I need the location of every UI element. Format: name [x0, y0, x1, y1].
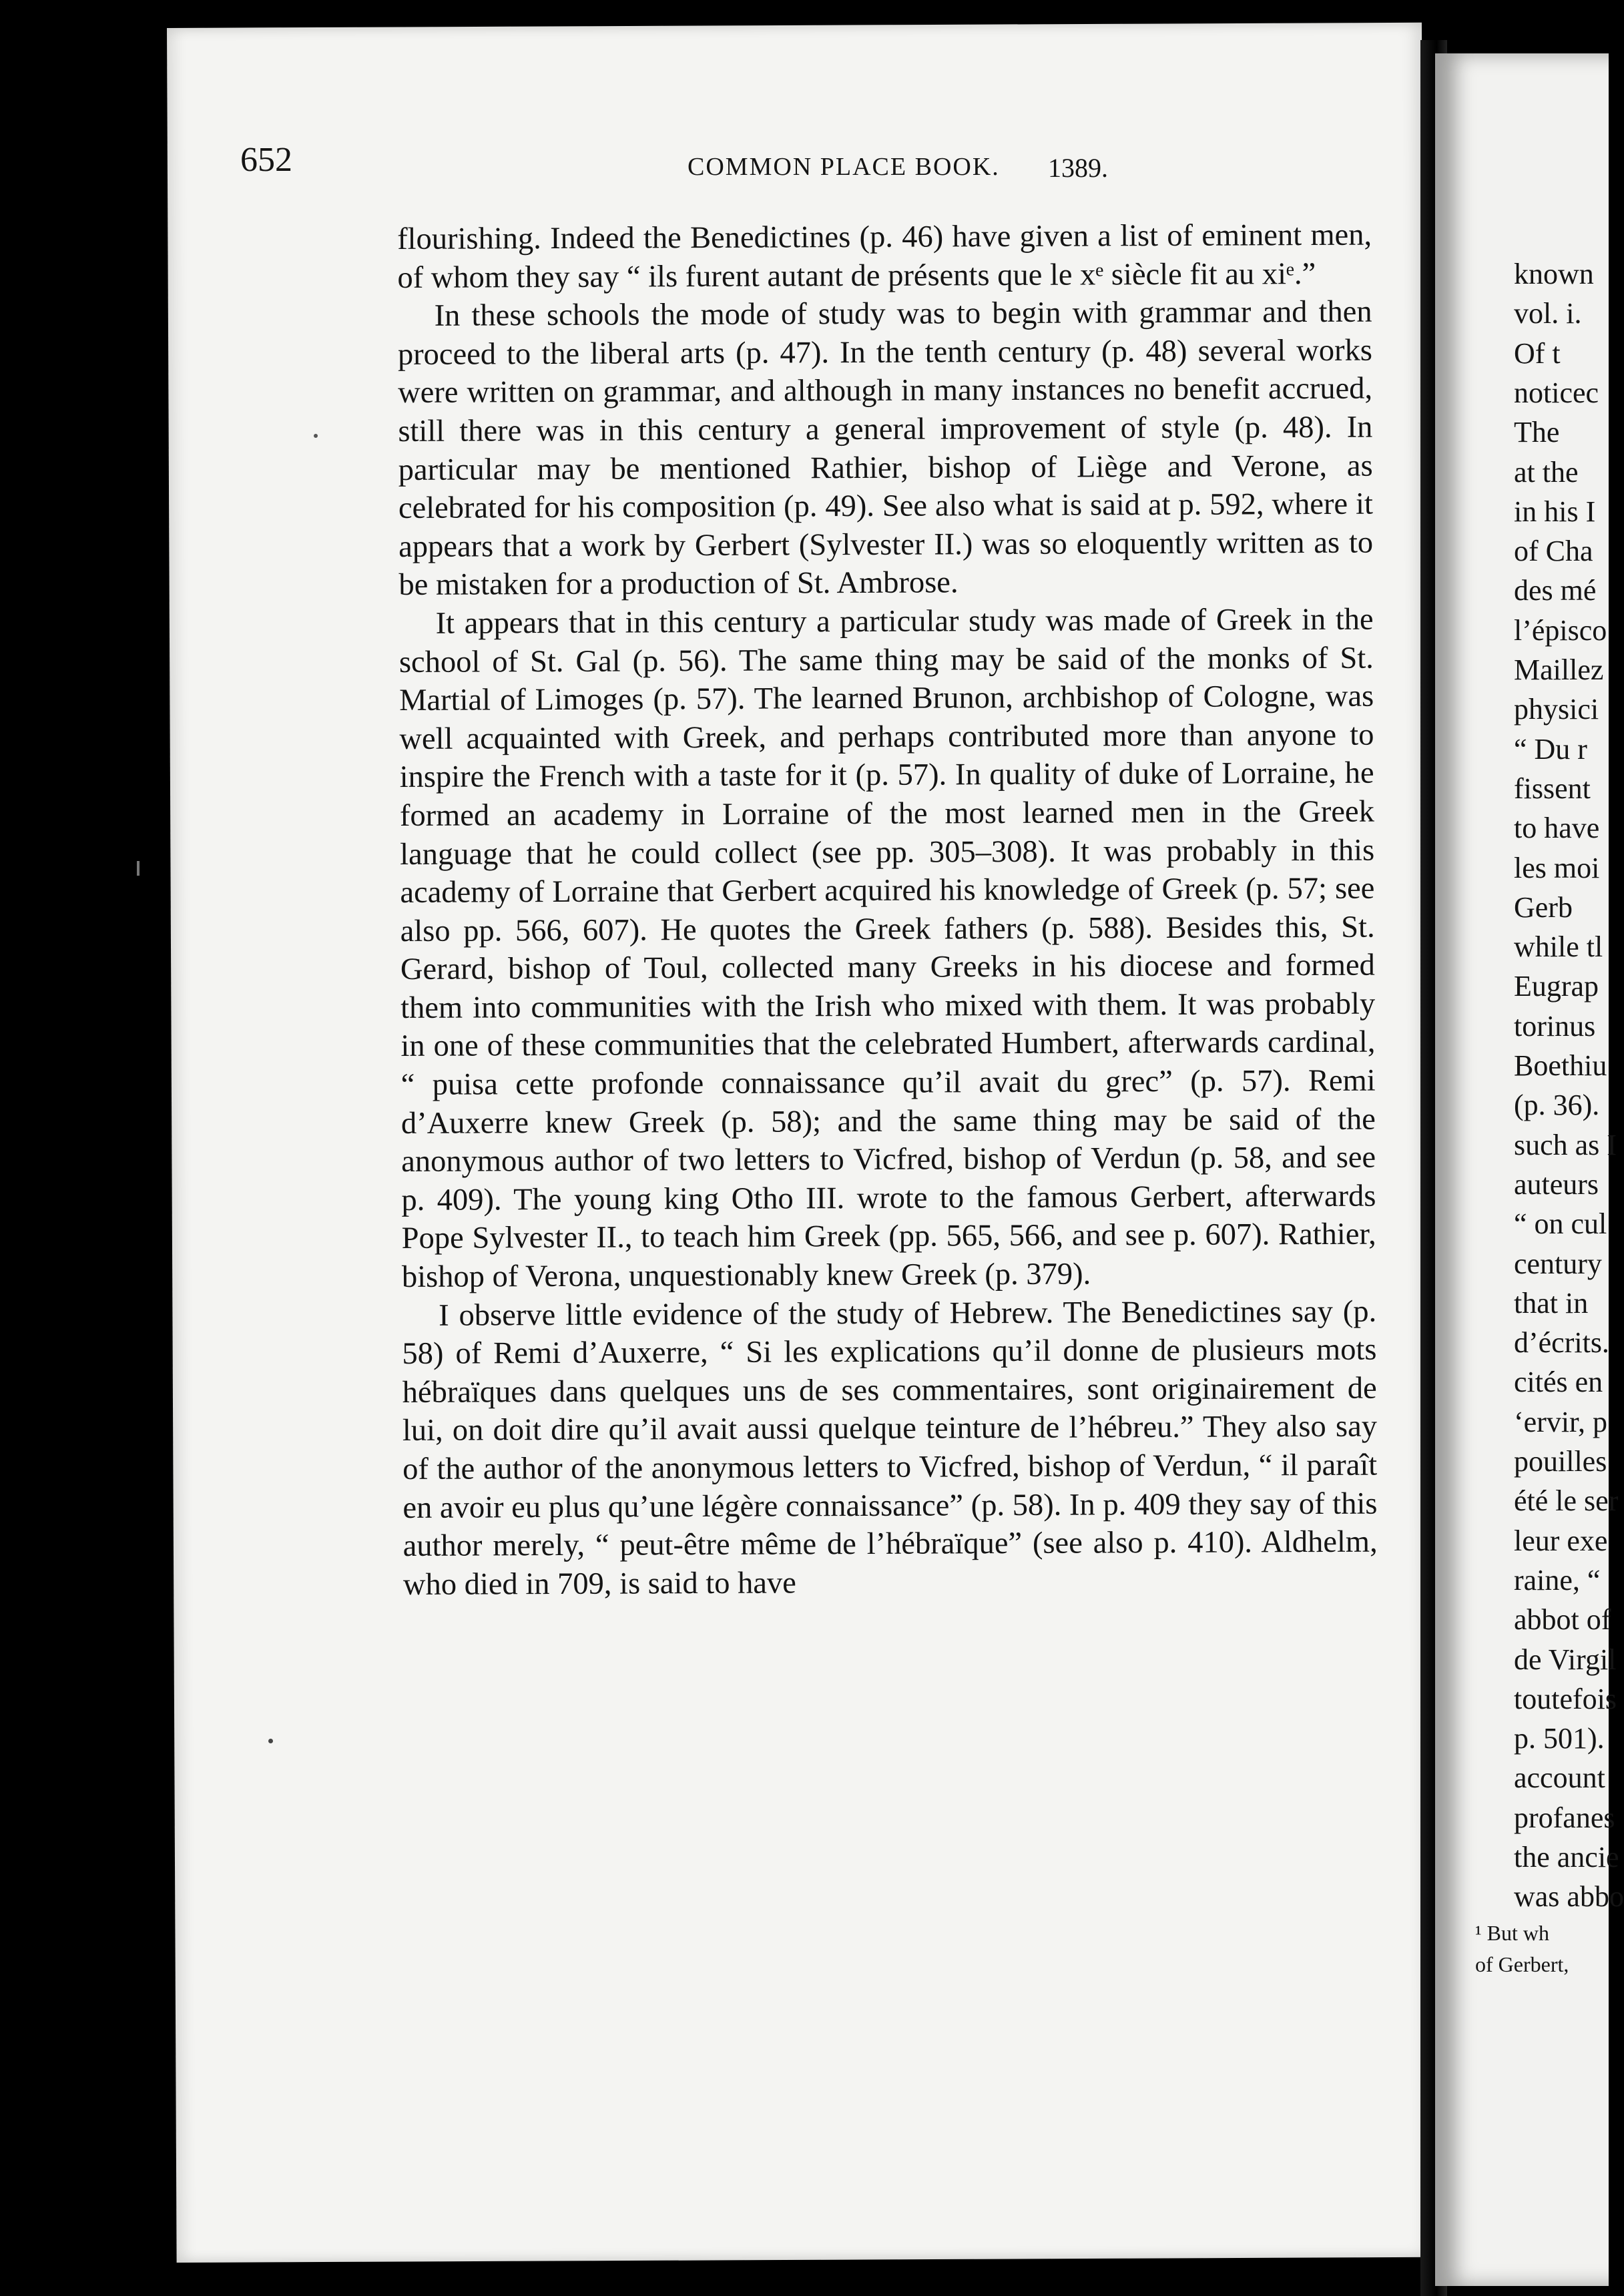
running-head-year: 1389. — [1048, 153, 1108, 183]
paragraph: flourishing. Indeed the Benedictines (p. 46) have given a list of eminent men, of whom they say “ ils furent autant de présents que le xᵉ siècle fit au xiᵉ.” — [397, 218, 1372, 295]
facing-page-line: that in — [1514, 1286, 1589, 1320]
facing-page-line: to have — [1514, 812, 1600, 845]
facing-page-line: l’épisco — [1514, 613, 1607, 647]
running-head: COMMON PLACE BOOK. — [688, 153, 1000, 181]
facing-page-line: abbot of — [1514, 1603, 1611, 1637]
facing-page-line: leur exe — [1514, 1524, 1608, 1557]
facing-page-line: physici — [1514, 693, 1599, 726]
facing-page-line: des mé — [1514, 574, 1597, 607]
paragraph: I observe little evidence of the study of Hebrew. The Benedictines say (p. 58) of Remi d’Auxerre, “ Si les explications qu’il donne de plusieurs mots hébraïques dans quelques uns de ses commentaires, sont originairement de lui, on doit dire qu’il avait aussi quelque teinture de l’hébreu.” They also say of the author of the anonymous letters to Vicfred, bishop of Verdun, “ il paraît en avoir eu plus qu’une légère connaissance” (p. 58). In p. 409 they say of this author merely, “ peut-être même de l’hébraïque” (see also p. 410). Aldhelm, who died in 709, is said to have — [402, 1294, 1378, 1602]
facing-page-line: account — [1514, 1761, 1605, 1795]
paragraph: It appears that in this century a particular study was made of Greek in the school of St. Gal (p. 56). The same thing may be said of the monks of St. Martial of Limoges (p. 57). The learned Brunon, archbishop of Cologne, was well acquainted with Greek, and perhaps contributed more than anyone to inspire the French with a taste for it (p. 57). In quality of duke of Lorraine, he formed an academy in Lorraine of the most learned men in the Greek language that he could collect (see pp. 305–308). It was probably in this academy of Lorraine that Gerbert acquired his knowledge of Greek (p. 57; see also pp. 566, 607). He quotes the Greek fathers (p. 588). Besides this, St. Gerard, bishop of Toul, collected many Greeks in his diocese and formed them into communities with the Irish who mixed with them. It was probably in one of these communities that the celebrated Humbert, afterwards cardinal, “ puisa cette profonde connaissance qu’il avait du grec” (p. 57). Remi d’Auxerre knew Greek (p. 58); and the same thing may be said of the anonymous author of two letters to Vicfred, bishop of Verdun (p. 58, and see p. 409). The young king Otho III. wrote to the famous Gerbert, afterwards Pope Sylvester II., to teach him Greek (pp. 565, 566, and see p. 607). Rathier, bishop of Verona, unquestionably knew Greek (p. 379). — [398, 602, 1376, 1295]
facing-page-line: Boethiu — [1514, 1049, 1607, 1082]
stray-ink-mark — [137, 861, 140, 876]
facing-page-line: raine, “ — [1514, 1563, 1601, 1597]
facing-page-line: century — [1514, 1247, 1602, 1280]
facing-page-line: les moi — [1514, 851, 1600, 884]
facing-page-line: vol. i. — [1514, 297, 1582, 330]
facing-page-footnote: ¹ But wh — [1475, 1921, 1549, 1945]
facing-page-line: toutefois — [1514, 1682, 1617, 1715]
facing-page-line: such as I — [1514, 1128, 1617, 1161]
facing-page-line: “ Du r — [1514, 732, 1587, 766]
facing-page-line: Of t — [1514, 336, 1561, 370]
facing-page-line: p. 501). — [1514, 1722, 1605, 1755]
facing-page-line: ‘ervir, p — [1514, 1405, 1607, 1438]
stray-ink-mark — [314, 434, 318, 438]
paragraph: In these schools the mode of study was to begin with grammar and then proceed to the liberal arts (p. 47). In the tenth century (p. 48) several works were written on grammar, and although in many instances no benefit accrued, still there was in this century a general improvement of style (p. 48). In particular may be mentioned Rathier, bishop of Liège and Verone, as celebrated for his composition (p. 49). See also what is said at p. 592, where it appears that a work by Gerbert (Sylvester II.) was so eloquently written as to be mistaken for a production of St. Ambrose. — [397, 294, 1374, 603]
facing-page-line: while tl — [1514, 930, 1603, 964]
facing-page-line: was abbo — [1514, 1880, 1624, 1914]
facing-page-line: fissent — [1514, 772, 1591, 805]
facing-page-line: Gerb — [1514, 890, 1573, 924]
facing-page-line: known — [1514, 258, 1594, 290]
facing-page-line: (p. 36). — [1514, 1089, 1600, 1122]
facing-page-line: cités en — [1514, 1366, 1603, 1399]
facing-page-footnote: of Gerbert, — [1475, 1952, 1569, 1976]
facing-page-line: The — [1514, 416, 1560, 449]
facing-page-line: the ancie — [1514, 1841, 1619, 1874]
stray-ink-mark — [268, 1739, 273, 1743]
facing-page-line: pouilles — [1514, 1445, 1607, 1478]
facing-page-line: d’écrits. — [1514, 1326, 1609, 1360]
facing-page-line: profanes — [1514, 1801, 1615, 1834]
facing-page-line: “ on cul — [1514, 1207, 1607, 1241]
facing-page-line: at the — [1514, 455, 1579, 489]
facing-page-line: in his I — [1514, 495, 1596, 528]
facing-page-line: torinus — [1514, 1009, 1596, 1043]
facing-page-line: été le ser — [1514, 1484, 1619, 1518]
facing-page-line: of Cha — [1514, 535, 1593, 568]
facing-page-line: de Virgil — [1514, 1643, 1617, 1676]
body-text — [397, 216, 1378, 1605]
facing-page-line: Eugrap — [1514, 970, 1599, 1003]
facing-page-line: auteurs — [1514, 1167, 1599, 1201]
facing-page-line: noticec — [1514, 376, 1599, 409]
facing-page-line: Maillez — [1514, 653, 1604, 686]
page-number: 652 — [240, 141, 292, 179]
